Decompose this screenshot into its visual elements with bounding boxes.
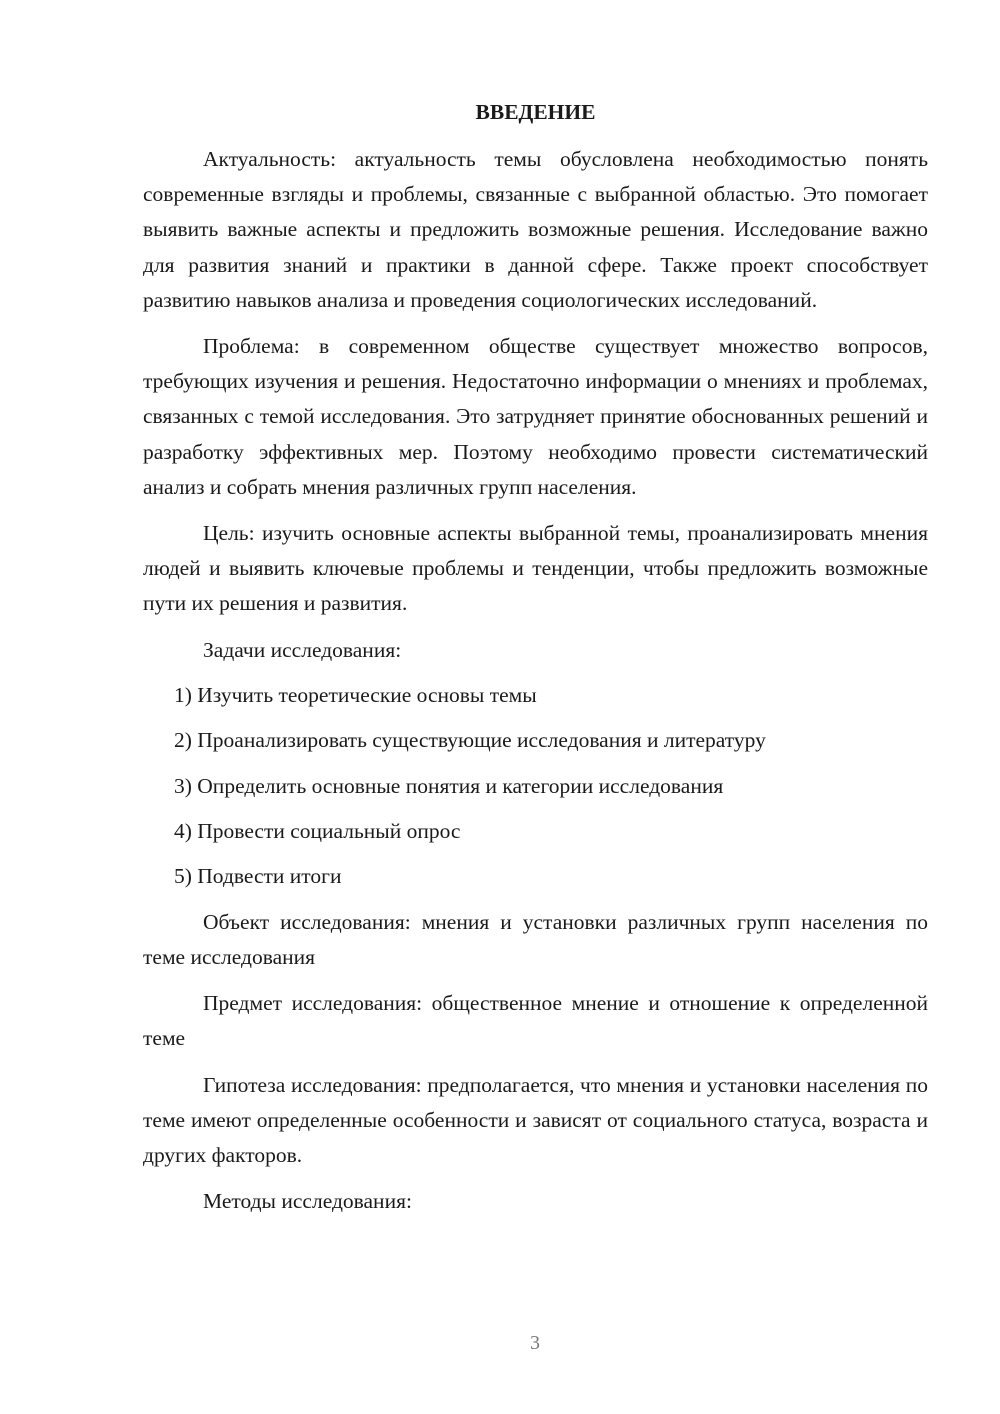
subject-paragraph: Предмет исследования: общественное мнение и отношение к определенной теме — [143, 991, 928, 1051]
page-number: 3 — [530, 1332, 540, 1354]
tasks-heading: Задачи исследования: — [203, 637, 402, 662]
list-item: 4) Провести социальный опрос — [174, 819, 461, 844]
hypothesis-paragraph: Гипотеза исследования: предполагается, что мнения и установки населения по теме имеют определенные особенности и зависят от социального статуса, возраста и других факторов. — [143, 1072, 928, 1168]
list-item: 5) Подвести итоги — [174, 864, 342, 889]
list-item: 1) Изучить теоретические основы темы — [174, 682, 537, 707]
page-title: ВВЕДЕНИЕ — [475, 100, 596, 124]
list-item: 2) Проанализировать существующие исследования и литературу — [174, 728, 766, 753]
list-item: 3) Определить основные понятия и категории исследования — [174, 773, 724, 798]
document-page — [143, 95, 928, 1229]
object-paragraph: Объект исследования: мнения и установки различных групп населения по теме исследования — [143, 909, 928, 969]
problem-paragraph: Проблема: в современном обществе существует множество вопросов, требующих изучения и решения. Недостаточно информации о мнениях и проблемах, связанных с темой исследования. Это затрудняет принятие обоснованных решений и разработку эффективных мер. Поэтому необходимо провести систематический анализ и собрать мнения различных групп населения. — [143, 334, 928, 499]
tasks-list — [143, 678, 928, 895]
methods-heading: Методы исследования: — [203, 1189, 412, 1214]
relevance-paragraph: Актуальность: актуальность темы обусловлена необходимостью понять современные взгляды и проблемы, связанные с выбранной областью. Это помогает выявить важные аспекты и предложить возможные решения. Исследование важно для развития знаний и практики в данной сфере. Также проект способствует развитию навыков анализа и проведения социологических исследований. — [143, 147, 928, 312]
goal-paragraph: Цель: изучить основные аспекты выбранной темы, проанализировать мнения людей и выявить ключевые проблемы и тенденции, чтобы предложить возможные пути их решения и развития. — [143, 521, 928, 616]
